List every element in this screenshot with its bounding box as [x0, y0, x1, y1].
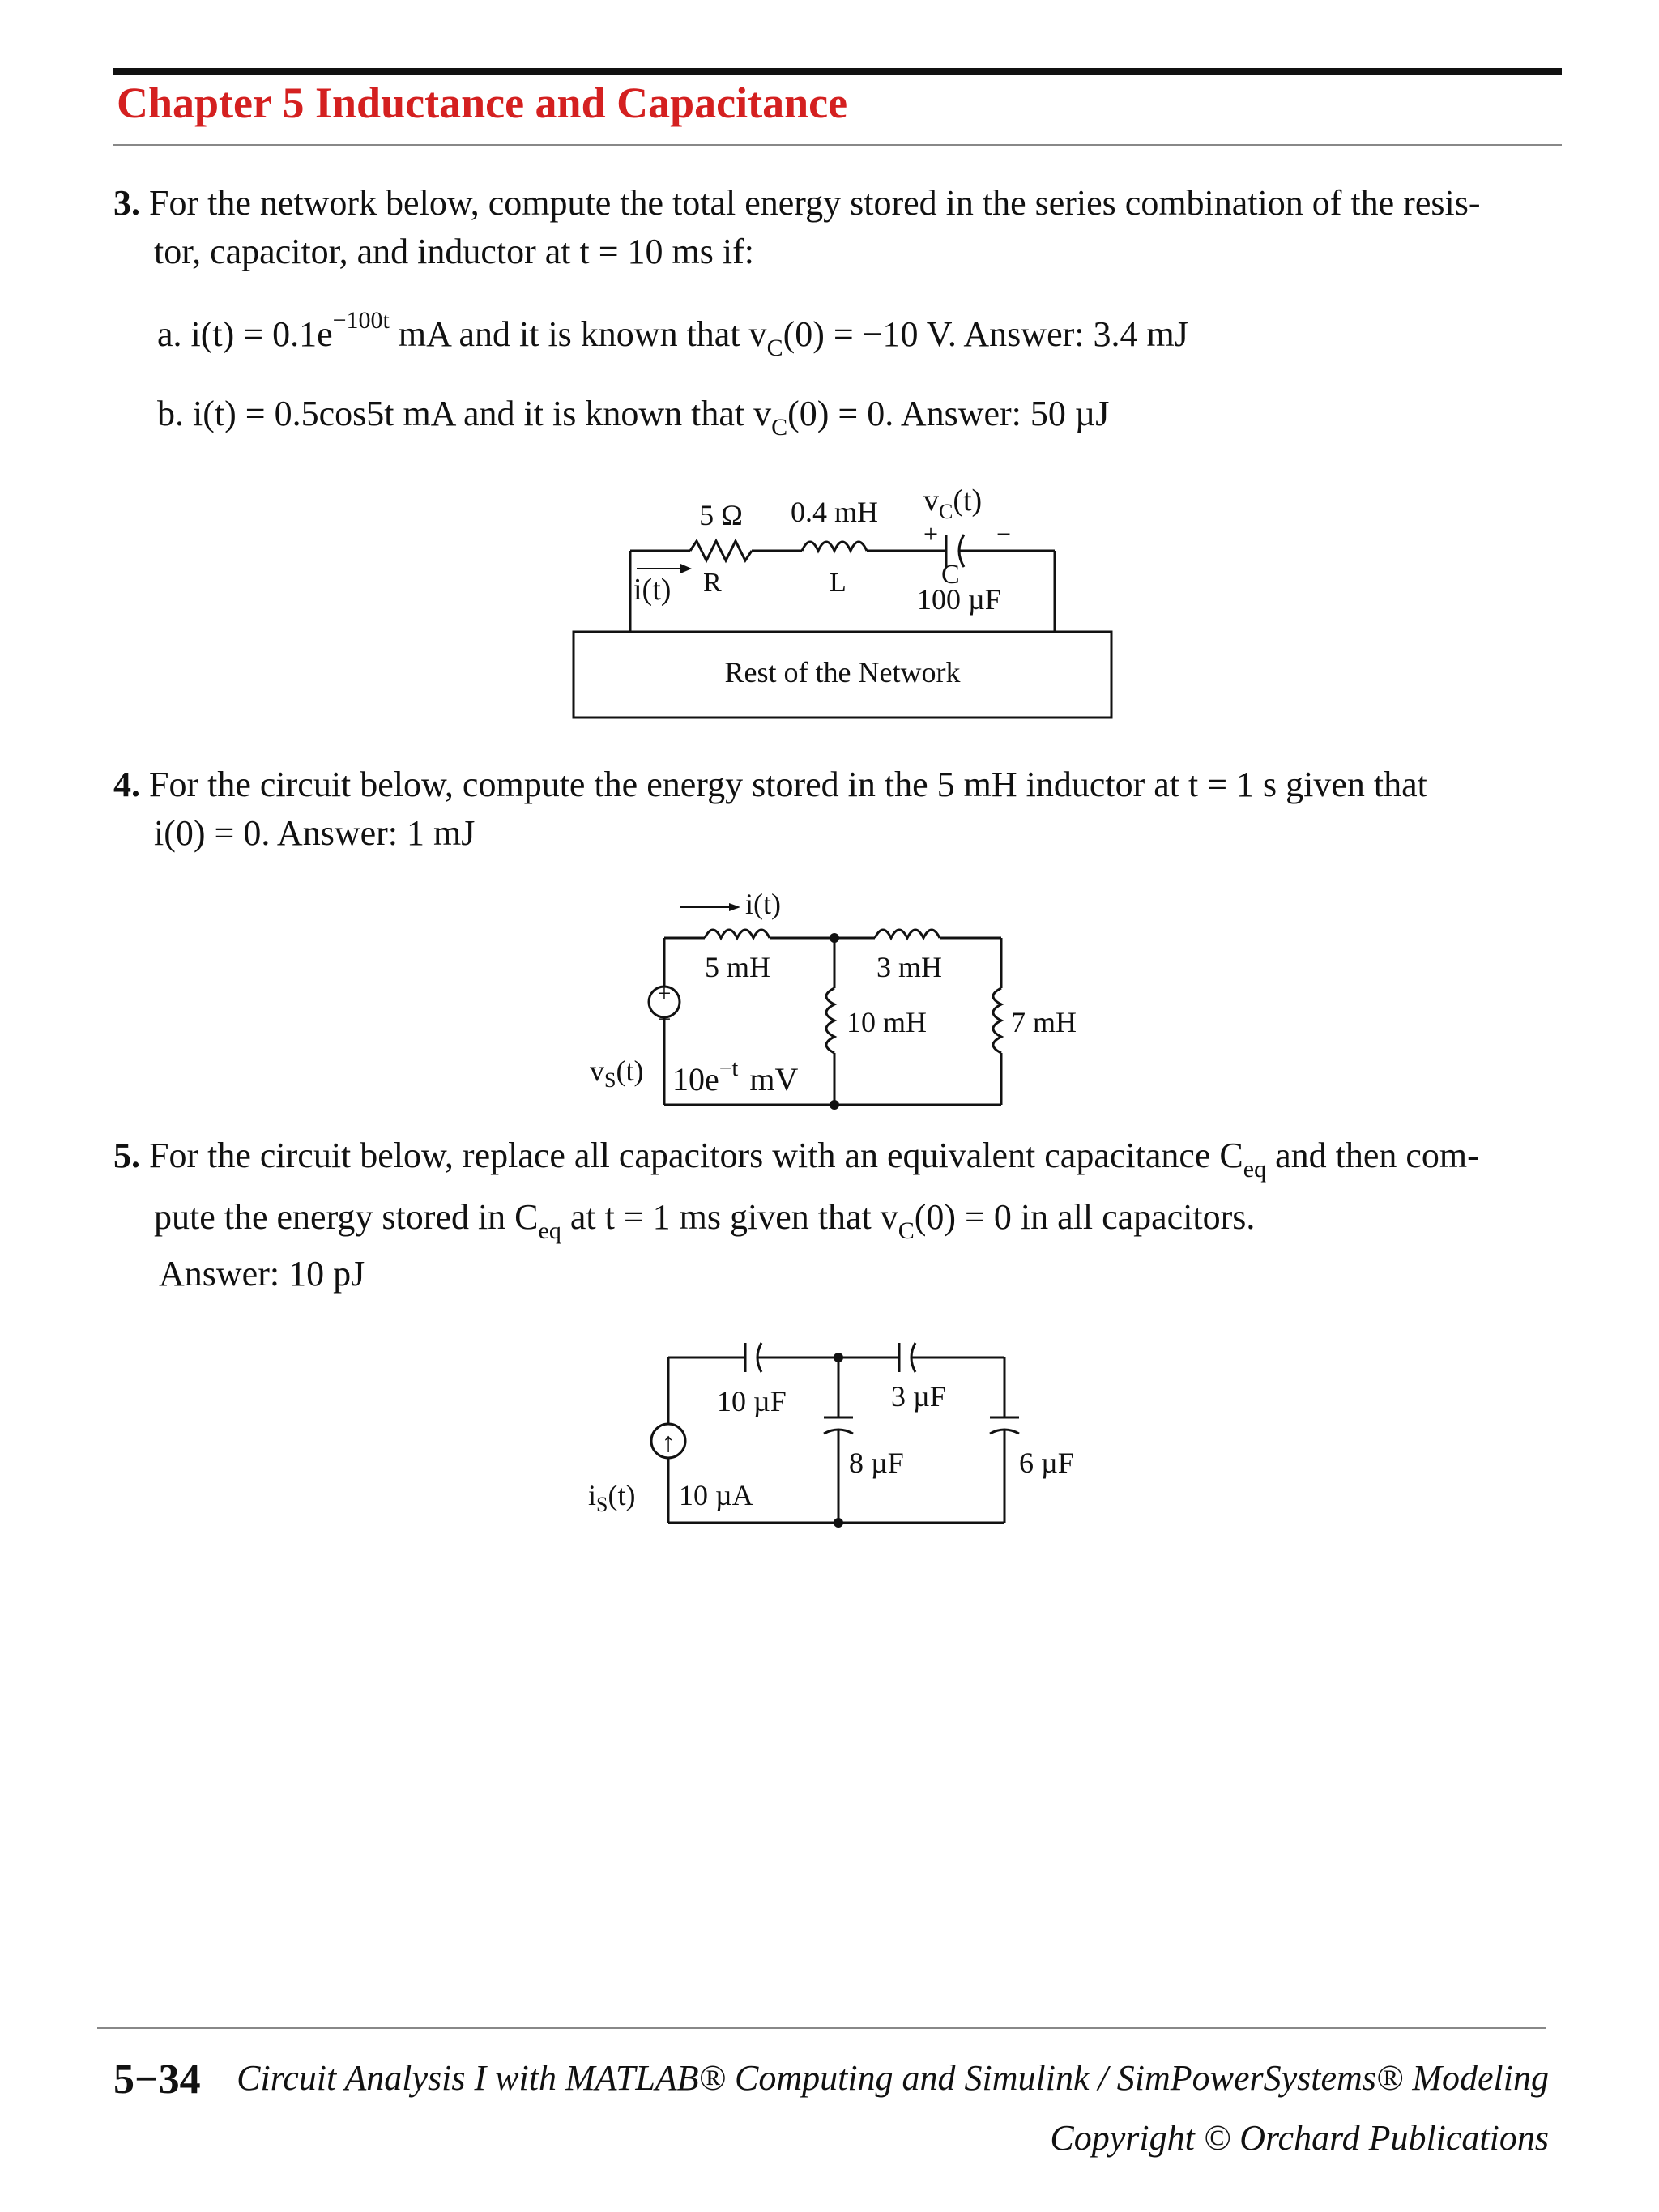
source-value: 10 µA [679, 1479, 753, 1511]
problem5-circuit [583, 1328, 1118, 1539]
problem5-number: 5. [113, 1136, 140, 1175]
current-label: i(t) [633, 573, 672, 607]
current-arrow-icon: ↑ [661, 1428, 676, 1458]
inductor-7mh-label: 7 mH [1011, 1006, 1077, 1038]
rest-of-network-label: Rest of the Network [724, 656, 961, 688]
problem5-answer: Answer: 10 pJ [159, 1254, 365, 1294]
problem3-part-a: a. $i(t) = 0.1e^{-100t}$ mA and it is known that $v_C(0) = -10$ V. Answer: 3.4 mJ [157, 307, 1188, 361]
capacitor-3uf-label: 3 µF [891, 1380, 946, 1413]
capacitor-value: 100 µF [917, 583, 1001, 616]
capacitor-8uf-label: 8 µF [849, 1447, 904, 1479]
source-minus: − [657, 1006, 672, 1033]
page-number: 5−34 [113, 2056, 201, 2103]
inductor-10mh-label: 10 mH [847, 1006, 927, 1038]
capacitor-label: C [941, 560, 960, 590]
footer-divider [97, 2027, 1546, 2029]
problem4-line2: i(0) = 0. Answer: 1 mJ [154, 813, 476, 853]
current-label: i(t) [745, 888, 781, 920]
resistor-label: R [703, 568, 722, 598]
problem5-line2: pute the energy stored in $C_{eq}$ at t = 1 ms given that $v_C(0) = 0$ in all capacitors. [154, 1197, 1256, 1244]
chapter-title: Chapter 5 Inductance and Capacitance [117, 79, 848, 127]
problem4-circuit [567, 883, 1102, 1118]
book-title: Circuit Analysis I with MATLAB® Computing and Simulink / SimPowerSystems® Modeling [237, 2058, 1549, 2098]
header-divider [113, 144, 1562, 146]
problem3-number: 3. [113, 183, 140, 223]
problem4-line1: 4. For the circuit below, compute the energy stored in the 5 mH inductor at t = 1 s given that [113, 765, 1427, 804]
copyright: Copyright © Orchard Publications [1050, 2118, 1549, 2158]
header-rule [113, 68, 1562, 75]
minus-sign: − [996, 519, 1012, 548]
problem3-part-b: b. i(t) = 0.5cos5t mA and it is known that $v_C(0) = 0$. Answer: 50 µJ [157, 394, 1110, 441]
source-plus: + [657, 980, 672, 1007]
problem3-line2: tor, capacitor, and inductor at t = 10 ms if: [154, 232, 754, 271]
source-label: $i_S(t)$ [588, 1479, 636, 1516]
problem3-circuit [559, 478, 1126, 729]
vc-label: $v_C(t)$ [923, 484, 983, 523]
inductor-value: 0.4 mH [791, 496, 878, 528]
source-label: $v_S(t)$ [590, 1055, 644, 1092]
resistor-value: 5 Ω [699, 499, 743, 531]
inductor-5mh-label: 5 mH [705, 951, 770, 983]
problem4-number: 4. [113, 765, 140, 804]
inductor-3mh-label: 3 mH [876, 951, 942, 983]
capacitor-6uf-label: 6 µF [1019, 1447, 1074, 1479]
plus-sign: + [923, 519, 939, 548]
source-value: $10e^{-t}$ mV [672, 1056, 799, 1097]
problem5-line1: 5. For the circuit below, replace all capacitors with an equivalent capacitance $C_{eq}$ and then com- [113, 1136, 1479, 1183]
inductor-label: L [830, 568, 847, 598]
capacitor-10uf-label: 10 µF [717, 1385, 787, 1417]
problem3-line1: 3. For the network below, compute the total energy stored in the series combination of the resis- [113, 183, 1481, 223]
